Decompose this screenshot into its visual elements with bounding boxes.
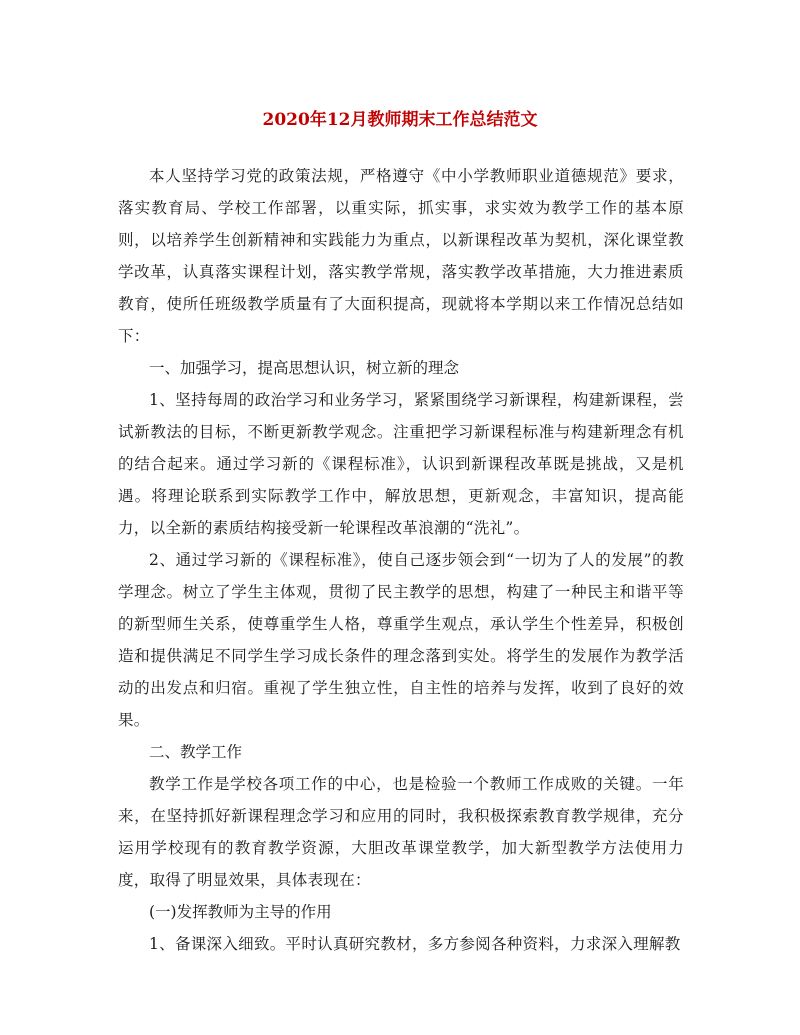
paragraph-2-1: 1、备课深入细致。平时认真研究教材，多方参阅各种资料，力求深入理解教: [149, 935, 681, 953]
subsection-heading-1: (一)发挥教师为主导的作用: [149, 903, 332, 921]
document-body: [118, 160, 684, 960]
paragraph-2-intro: 教学工作是学校各项工作的中心，也是检验一个教师工作成败的关键。一年来，在坚持抓好新课程理念学习和应用的同时，我积极探索教育教学规律，充分运用学校现有的教育教学资源，大胆改革课堂教学，加大新型教学方法使用力度，取得了明显效果，具体表现在：: [118, 775, 684, 889]
section-heading-2: 二、教学工作: [149, 743, 243, 761]
section-heading-1: 一、加强学习，提高思想认识，树立新的理念: [149, 359, 460, 377]
paragraph-1-1: 1、坚持每周的政治学习和业务学习，紧紧围绕学习新课程，构建新课程，尝试新教法的目标，不断更新教学观念。注重把学习新课程标准与构建新理念有机的结合起来。通过学习新的《课程标准》，认识到新课程改革既是挑战，又是机遇。将理论联系到实际教学工作中，解放思想，更新观念，丰富知识，提高能力，以全新的素质结构接受新一轮课程改革浪潮的“洗礼”。: [118, 391, 684, 537]
document-title: 2020年12月教师期末工作总结范文: [262, 110, 538, 130]
paragraph-1-2: 2、通过学习新的《课程标准》，使自己逐步领会到“一切为了人的发展”的教学理念。树立了学生主体观，贯彻了民主教学的思想，构建了一种民主和谐平等的新型师生关系，使尊重学生人格，尊重学生观点，承认学生个性差异，积极创造和提供满足不同学生学习成长条件的理念落到实处。将学生的发展作为教学活动的出发点和归宿。重视了学生独立性，自主性的培养与发挥，收到了良好的效果。: [118, 551, 684, 729]
intro-paragraph: 本人坚持学习党的政策法规，严格遵守《中小学教师职业道德规范》要求，落实教育局、学校工作部署，以重实际，抓实事，求实效为教学工作的基本原则，以培养学生创新精神和实践能力为重点，以新课程改革为契机，深化课堂教学改革，认真落实课程计划，落实教学常规，落实教学改革措施，大力推进素质教育，使所任班级教学质量有了大面积提高，现就将本学期以来工作情况总结如下：: [118, 167, 684, 345]
